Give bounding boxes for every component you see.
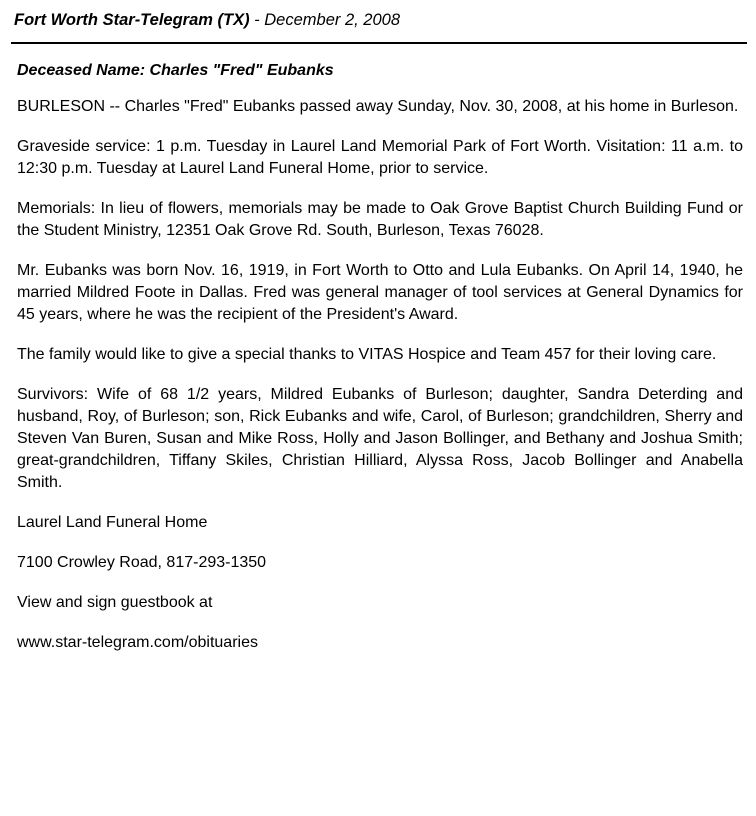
guestbook-text: View and sign guestbook at [17,594,213,611]
service-paragraph: Graveside service: 1 p.m. Tuesday in Laurel Land Memorial Park of Fort Worth. Visitation: 11 a.m. to 12:30 p.m. Tuesday at Laurel Land Funeral Home, prior to service. [17,138,743,177]
header-divider [11,42,747,44]
obituary-body [17,60,743,672]
newspaper-name: Fort Worth Star-Telegram (TX) [14,11,250,29]
guestbook-url: www.star-telegram.com/obituaries [17,634,258,651]
publication-date: December 2, 2008 [264,11,401,29]
deceased-name: Deceased Name: Charles "Fred" Eubanks [17,62,334,79]
announcement-paragraph: BURLESON -- Charles "Fred" Eubanks passed away Sunday, Nov. 30, 2008, at his home in Burleson. [17,98,739,115]
publication-header [14,11,400,30]
funeral-home-address: 7100 Crowley Road, 817-293-1350 [17,554,267,571]
survivors-paragraph: Survivors: Wife of 68 1/2 years, Mildred Eubanks of Burleson; daughter, Sandra Deterding and husband, Roy, of Burleson; son, Rick Eubanks and wife, Carol, of Burleson; grandchildren, Sherry and Steven Van Buren, Susan and Mike Ross, Holly and Jason Bollinger, and Bethany and Joshua Smith; great-grandchildren, Tiffany Skiles, Christian Hilliard, Alyssa Ross, Jacob Bollinger and Anabella Smith. [17,386,743,491]
memorials-paragraph: Memorials: In lieu of flowers, memorials may be made to Oak Grove Baptist Church Building Fund or the Student Ministry, 12351 Oak Grove Rd. South, Burleson, Texas 76028. [17,200,743,239]
header-separator: - [249,11,265,29]
funeral-home-name: Laurel Land Funeral Home [17,514,208,531]
thanks-paragraph: The family would like to give a special thanks to VITAS Hospice and Team 457 for their loving care. [17,346,717,363]
biography-paragraph: Mr. Eubanks was born Nov. 16, 1919, in Fort Worth to Otto and Lula Eubanks. On April 14, 1940, he married Mildred Foote in Dallas. Fred was general manager of tool services at General Dynamics for 45 years, where he was the recipient of the President's Award. [17,262,743,323]
